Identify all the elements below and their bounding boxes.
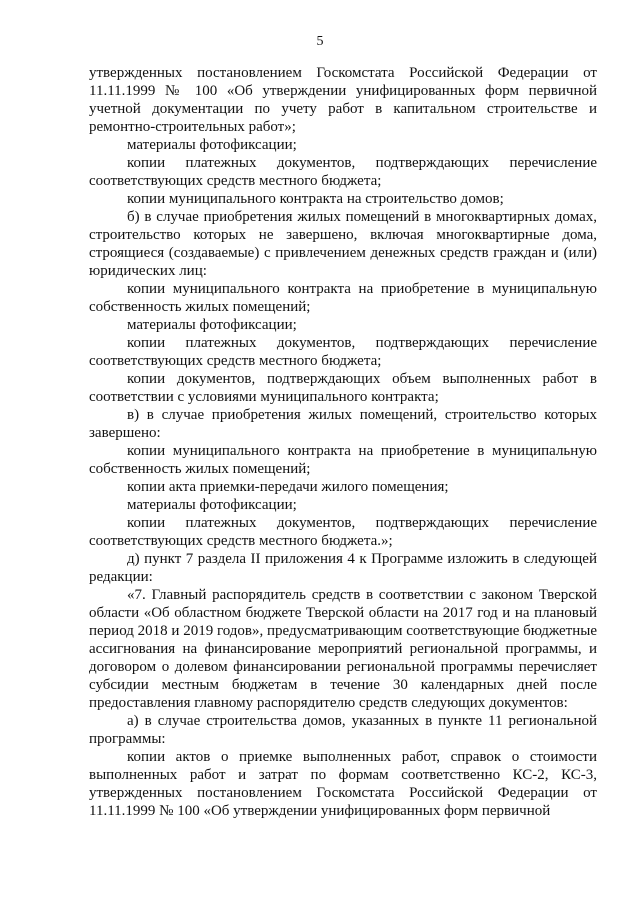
paragraph: в) в случае приобретения жилых помещений, строительство которых завершено: bbox=[89, 407, 597, 441]
paragraph: копии платежных документов, подтверждающих перечисление соответствующих средств местного бюджета; bbox=[89, 335, 597, 369]
page-number: 5 bbox=[316, 34, 324, 49]
paragraph: копии актов о приемке выполненных работ, справок о стоимости выполненных работ и затрат по формам соответственно КС-2, КС-3, утвержденных постановлением Госкомстата Российской Федерации от 11.11.1999 № 100 «Об утверждении унифицированных форм первичной bbox=[89, 749, 597, 819]
document-body bbox=[89, 64, 597, 820]
paragraph: копии документов, подтверждающих объем выполненных работ в соответствии с условиями муниципального контракта; bbox=[89, 371, 597, 405]
paragraph: материалы фотофиксации; bbox=[127, 137, 297, 153]
paragraph: копии акта приемки-передачи жилого помещения; bbox=[127, 479, 449, 495]
paragraph: копии платежных документов, подтверждающих перечисление соответствующих средств местного бюджета.»; bbox=[89, 515, 597, 549]
paragraph: копии муниципального контракта на строительство домов; bbox=[127, 191, 504, 207]
paragraph: копии муниципального контракта на приобретение в муниципальную собственность жилых помещений; bbox=[89, 281, 597, 315]
paragraph: материалы фотофиксации; bbox=[127, 497, 297, 513]
paragraph: д) пункт 7 раздела II приложения 4 к Программе изложить в следующей редакции: bbox=[89, 551, 597, 585]
paragraph: б) в случае приобретения жилых помещений в многоквартирных домах, строительство которых не завершено, включая многоквартирные дома, строящиеся (создаваемые) с привлечением денежных средств граждан и (или) юридических лиц: bbox=[89, 209, 597, 279]
paragraph: материалы фотофиксации; bbox=[127, 317, 297, 333]
paragraph: «7. Главный распорядитель средств в соответствии с законом Тверской области «Об областном бюджете Тверской области на 2017 год и на плановый период 2018 и 2019 годов», предусматривающим соответствующие бюджетные ассигнования на финансирование мероприятий региональной программы, и договором о долевом финансировании региональной программы перечисляет субсидии местным бюджетам в течение 30 календарных дней после предоставления главному распорядителю средств следующих документов: bbox=[89, 587, 598, 711]
paragraph: утвержденных постановлением Госкомстата Российской Федерации от 11.11.1999 № 100 «Об утверждении унифицированных форм первичной учетной документации по учету работ в капитальном строительстве и ремонтно-строительных работ»; bbox=[89, 65, 597, 135]
paragraph: копии платежных документов, подтверждающих перечисление соответствующих средств местного бюджета; bbox=[89, 155, 597, 189]
paragraph: копии муниципального контракта на приобретение в муниципальную собственность жилых помещений; bbox=[89, 443, 597, 477]
paragraph: а) в случае строительства домов, указанных в пункте 11 региональной программы: bbox=[89, 713, 597, 747]
